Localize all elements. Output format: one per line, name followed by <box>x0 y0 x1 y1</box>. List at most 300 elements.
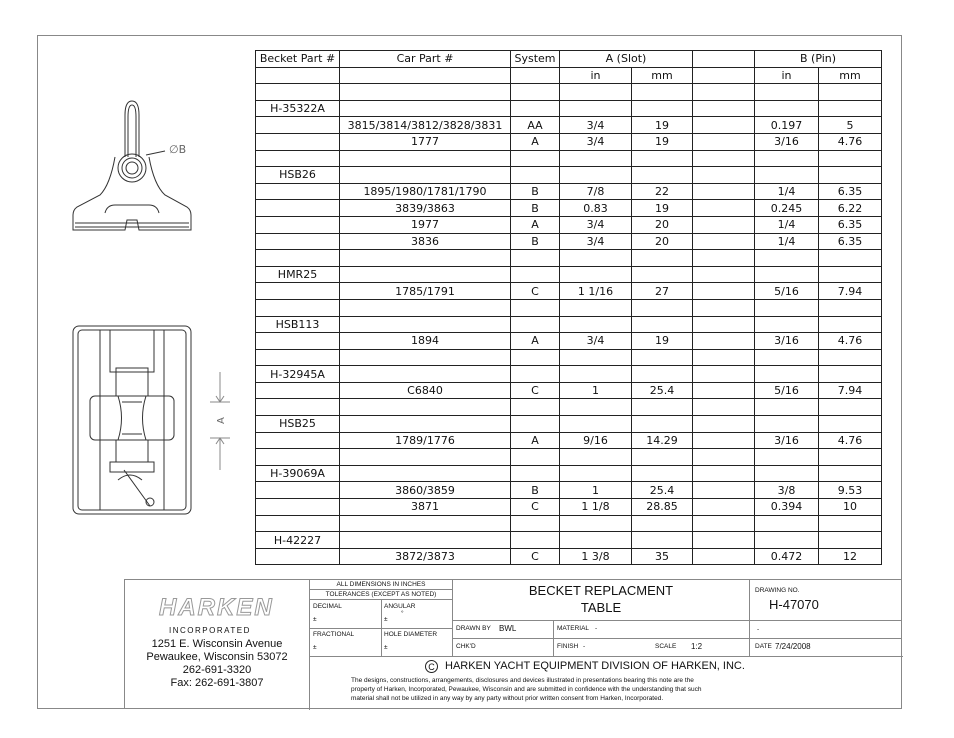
subheader-row <box>256 67 882 84</box>
table-cell <box>693 399 755 416</box>
table-cell: 3/16 <box>755 432 819 449</box>
table-cell <box>340 100 511 117</box>
table-cell <box>693 200 755 217</box>
note-line-1: The designs, constructions, arrangements, disclosures and devices illustrated in presentations bearing this note are the <box>351 677 694 684</box>
drawn-by-label: DRAWN BY <box>456 625 491 632</box>
table-cell <box>819 150 882 167</box>
table-cell <box>755 366 819 383</box>
table-cell <box>256 333 340 350</box>
table-cell <box>693 532 755 549</box>
table-cell: A <box>511 432 560 449</box>
table-cell <box>693 548 755 565</box>
table-cell <box>256 382 340 399</box>
table-cell <box>511 84 560 101</box>
table-cell: 20 <box>632 233 693 250</box>
table-cell <box>256 200 340 217</box>
table-cell: C <box>511 548 560 565</box>
table-cell <box>632 250 693 267</box>
table-cell <box>632 532 693 549</box>
table-cell <box>560 465 632 482</box>
table-row <box>256 84 882 101</box>
subheader-b-mm: mm <box>819 67 882 84</box>
fax-number: Fax: 262-691-3807 <box>170 677 264 689</box>
table-cell: 1785/1791 <box>340 283 511 300</box>
table-cell: 19 <box>632 200 693 217</box>
table-cell <box>755 84 819 101</box>
material-value: - <box>595 625 598 632</box>
header-row <box>256 51 882 68</box>
table-cell <box>693 465 755 482</box>
title-line-2: TABLE <box>580 600 622 615</box>
table-cell: 35 <box>632 548 693 565</box>
tolerances-label: TOLERANCES (EXCEPT AS NOTED) <box>310 590 452 600</box>
table-cell: 19 <box>632 133 693 150</box>
table-cell <box>819 449 882 466</box>
table-row <box>256 117 882 134</box>
table-cell <box>819 366 882 383</box>
table-cell: 3/4 <box>560 333 632 350</box>
table-cell <box>256 515 340 532</box>
table-cell <box>511 299 560 316</box>
table-cell <box>340 416 511 433</box>
table-cell <box>256 449 340 466</box>
table-cell <box>755 100 819 117</box>
hole-diameter-label: HOLE DIAMETER <box>384 631 438 638</box>
table-cell <box>693 515 755 532</box>
table-cell <box>755 299 819 316</box>
table-cell <box>819 416 882 433</box>
table-cell <box>340 266 511 283</box>
table-cell <box>340 84 511 101</box>
table-cell: A <box>511 133 560 150</box>
table-cell <box>819 250 882 267</box>
becket-replacement-table <box>255 50 882 565</box>
table-cell <box>693 499 755 516</box>
table-cell: 0.472 <box>755 548 819 565</box>
table-row <box>256 482 882 499</box>
table-cell: 3872/3873 <box>340 548 511 565</box>
table-row <box>256 133 882 150</box>
subheader-empty <box>340 67 511 84</box>
table-cell <box>632 316 693 333</box>
table-cell: HSB25 <box>256 416 340 433</box>
table-cell: 6.35 <box>819 233 882 250</box>
table-cell <box>511 366 560 383</box>
table-cell <box>340 316 511 333</box>
table-cell: 3/4 <box>560 216 632 233</box>
table-cell <box>560 316 632 333</box>
table-cell <box>256 283 340 300</box>
table-cell <box>693 316 755 333</box>
table-cell <box>632 366 693 383</box>
table-cell: 28.85 <box>632 499 693 516</box>
car-top-view-drawing <box>70 320 240 520</box>
table-cell <box>632 299 693 316</box>
right-dash: - <box>757 626 760 633</box>
table-row <box>256 316 882 333</box>
table-cell <box>256 133 340 150</box>
table-cell: C <box>511 283 560 300</box>
finish-label: FINISH <box>557 643 579 650</box>
table-cell: 3836 <box>340 233 511 250</box>
table-row <box>256 250 882 267</box>
table-cell: 6.22 <box>819 200 882 217</box>
table-cell <box>632 266 693 283</box>
table-cell: H-42227 <box>256 532 340 549</box>
table-cell: 1789/1776 <box>340 432 511 449</box>
table-cell <box>819 84 882 101</box>
table-cell: 3/16 <box>755 133 819 150</box>
table-cell <box>755 250 819 267</box>
table-cell <box>340 366 511 383</box>
table-cell: 3815/3814/3812/3828/3831 <box>340 117 511 134</box>
table-cell <box>511 150 560 167</box>
material-label: MATERIAL <box>557 625 590 632</box>
table-cell <box>693 233 755 250</box>
table-cell <box>511 399 560 416</box>
table-cell <box>693 333 755 350</box>
table-cell <box>755 515 819 532</box>
table-cell: 3/4 <box>560 233 632 250</box>
table-cell <box>560 399 632 416</box>
copyright-icon: C <box>425 660 438 673</box>
table-cell: 5/16 <box>755 283 819 300</box>
table-cell <box>256 183 340 200</box>
date-label: DATE <box>755 643 772 650</box>
table-cell: C6840 <box>340 382 511 399</box>
table-cell: B <box>511 233 560 250</box>
table-cell <box>340 399 511 416</box>
table-cell: 19 <box>632 333 693 350</box>
header-car-part: Car Part # <box>340 51 511 68</box>
table-cell: 9.53 <box>819 482 882 499</box>
table-cell <box>632 515 693 532</box>
table-cell: 1 <box>560 382 632 399</box>
table-cell <box>755 150 819 167</box>
harken-logo: HARKEN <box>159 594 274 621</box>
table-row <box>256 216 882 233</box>
company-address <box>125 638 309 690</box>
header-b-pin: B (Pin) <box>755 51 882 68</box>
table-cell: 1/4 <box>755 216 819 233</box>
header-blank <box>693 51 755 68</box>
table-cell <box>560 515 632 532</box>
address-line-1: 1251 E. Wisconsin Avenue <box>151 638 283 650</box>
table-cell <box>256 84 340 101</box>
table-row <box>256 548 882 565</box>
degree-symbol: ° <box>401 610 404 617</box>
table-cell <box>632 465 693 482</box>
table-cell <box>340 299 511 316</box>
table-cell <box>632 150 693 167</box>
hole-diameter-pm: ± <box>384 644 388 651</box>
subheader-empty <box>693 67 755 84</box>
scale-value: 1:2 <box>691 642 703 651</box>
table-cell: 3/4 <box>560 117 632 134</box>
table-row <box>256 299 882 316</box>
table-cell: 5 <box>819 117 882 134</box>
table-cell <box>632 416 693 433</box>
table-cell <box>819 316 882 333</box>
table-row <box>256 366 882 383</box>
table-cell <box>511 465 560 482</box>
phone-number: 262-691-3320 <box>182 664 252 676</box>
table-cell <box>693 266 755 283</box>
table-cell <box>632 84 693 101</box>
table-cell: 9/16 <box>560 432 632 449</box>
table-cell: B <box>511 482 560 499</box>
table-row <box>256 465 882 482</box>
table-cell: HSB26 <box>256 167 340 184</box>
table-cell <box>511 449 560 466</box>
table-cell <box>340 532 511 549</box>
table-cell <box>755 316 819 333</box>
table-cell <box>511 416 560 433</box>
table-cell: C <box>511 499 560 516</box>
table-row <box>256 333 882 350</box>
table-row <box>256 150 882 167</box>
angular-pm: ± <box>384 616 388 623</box>
dim-b-label: ∅B <box>169 143 187 156</box>
note-line-3: material shall not be utilized in any way by any party without prior written consent from Harken, Incorporated. <box>351 695 664 702</box>
table-cell: C <box>511 382 560 399</box>
table-cell <box>693 299 755 316</box>
header-a-slot: A (Slot) <box>560 51 693 68</box>
table-cell <box>560 84 632 101</box>
table-cell <box>693 183 755 200</box>
table-cell <box>693 349 755 366</box>
table-cell: 14.29 <box>632 432 693 449</box>
table-cell <box>819 100 882 117</box>
table-cell <box>256 150 340 167</box>
table-cell <box>632 349 693 366</box>
table-cell <box>560 366 632 383</box>
table-cell: 6.35 <box>819 216 882 233</box>
table-cell <box>560 266 632 283</box>
table-cell: 3/4 <box>560 133 632 150</box>
table-cell <box>693 150 755 167</box>
subheader-empty <box>511 67 560 84</box>
table-cell <box>256 548 340 565</box>
table-cell: 27 <box>632 283 693 300</box>
table-row <box>256 499 882 516</box>
table-cell <box>693 482 755 499</box>
table-cell: 19 <box>632 117 693 134</box>
table-cell: 1 <box>560 482 632 499</box>
table-cell: H-35322A <box>256 100 340 117</box>
table-cell <box>511 266 560 283</box>
table-cell: H-32945A <box>256 366 340 383</box>
table-cell: 0.245 <box>755 200 819 217</box>
table-cell <box>256 117 340 134</box>
table-row <box>256 266 882 283</box>
table-cell <box>819 167 882 184</box>
dims-in-inches: ALL DIMENSIONS IN INCHES <box>310 580 452 590</box>
table-cell <box>256 499 340 516</box>
address-line-2: Pewaukee, Wisconsin 53072 <box>146 651 288 663</box>
table-cell <box>693 84 755 101</box>
table-cell: 3/8 <box>755 482 819 499</box>
fractional-pm: ± <box>313 644 317 651</box>
finish-value: - <box>583 643 586 650</box>
table-row <box>256 515 882 532</box>
table-cell <box>693 382 755 399</box>
table-row <box>256 382 882 399</box>
decimal-label: DECIMAL <box>313 603 342 610</box>
decimal-pm: ± <box>313 616 317 623</box>
table-cell <box>755 465 819 482</box>
table-cell <box>256 250 340 267</box>
table-row <box>256 100 882 117</box>
table-cell <box>755 416 819 433</box>
subheader-a-mm: mm <box>632 67 693 84</box>
table-cell <box>560 532 632 549</box>
table-cell: 1777 <box>340 133 511 150</box>
table-cell: 1 3/8 <box>560 548 632 565</box>
table-cell <box>256 233 340 250</box>
table-cell <box>256 482 340 499</box>
drawn-by-value: BWL <box>499 624 517 633</box>
table-cell <box>819 465 882 482</box>
table-cell: 12 <box>819 548 882 565</box>
table-cell <box>340 250 511 267</box>
table-cell <box>511 167 560 184</box>
table-cell: 7.94 <box>819 283 882 300</box>
table-cell <box>340 515 511 532</box>
table-cell <box>256 432 340 449</box>
subheader-b-in: in <box>755 67 819 84</box>
table-cell <box>693 250 755 267</box>
title-line-1: BECKET REPLACMENT <box>528 583 674 598</box>
table-cell <box>755 167 819 184</box>
table-cell: 4.76 <box>819 333 882 350</box>
table-cell <box>693 416 755 433</box>
table-cell <box>340 167 511 184</box>
table-row <box>256 449 882 466</box>
date-value: 7/24/2008 <box>775 642 811 651</box>
table-cell: 7/8 <box>560 183 632 200</box>
table-cell <box>511 349 560 366</box>
table-cell: AA <box>511 117 560 134</box>
table-cell: A <box>511 216 560 233</box>
dim-a-label: A <box>216 417 227 424</box>
table-cell: 22 <box>632 183 693 200</box>
table-cell <box>693 216 755 233</box>
table-cell <box>511 250 560 267</box>
table-cell: 10 <box>819 499 882 516</box>
table-cell <box>693 449 755 466</box>
table-cell <box>560 250 632 267</box>
table-cell: 0.394 <box>755 499 819 516</box>
table-cell <box>560 449 632 466</box>
table-cell <box>819 349 882 366</box>
table-cell <box>819 266 882 283</box>
table-cell: 1894 <box>340 333 511 350</box>
table-cell <box>560 416 632 433</box>
table-cell <box>511 515 560 532</box>
table-cell: B <box>511 200 560 217</box>
table-cell: 3839/3863 <box>340 200 511 217</box>
chkd-label: CHK'D <box>456 643 476 650</box>
table-row <box>256 416 882 433</box>
angular-label: ANGULAR <box>384 603 416 610</box>
table-cell <box>693 117 755 134</box>
table-cell <box>819 532 882 549</box>
table-cell <box>693 133 755 150</box>
scale-label: SCALE <box>655 643 677 650</box>
table-cell: 0.197 <box>755 117 819 134</box>
drawing-number: H-47070 <box>769 597 819 612</box>
table-cell: HMR25 <box>256 266 340 283</box>
table-row <box>256 167 882 184</box>
table-cell <box>340 150 511 167</box>
table-cell: 3/16 <box>755 333 819 350</box>
table-cell <box>632 100 693 117</box>
table-row <box>256 283 882 300</box>
table-cell <box>511 316 560 333</box>
table-cell <box>256 216 340 233</box>
table-cell <box>819 515 882 532</box>
incorporated-label: INCORPORATED <box>169 626 251 635</box>
table-row <box>256 399 882 416</box>
table-cell <box>511 532 560 549</box>
table-cell <box>256 399 340 416</box>
table-row <box>256 200 882 217</box>
note-line-2: property of Harken, Incorporated, Pewaukee, Wisconsin and are submitted in confidence with the understanding that such <box>351 686 702 693</box>
table-cell <box>632 167 693 184</box>
table-row <box>256 183 882 200</box>
table-cell: 25.4 <box>632 382 693 399</box>
table-row <box>256 233 882 250</box>
table-cell: 3860/3859 <box>340 482 511 499</box>
table-cell: 1895/1980/1781/1790 <box>340 183 511 200</box>
table-cell: 3871 <box>340 499 511 516</box>
table-cell: 4.76 <box>819 432 882 449</box>
becket-side-view-drawing <box>65 95 215 245</box>
table-row <box>256 432 882 449</box>
table-cell <box>693 167 755 184</box>
table-cell <box>560 167 632 184</box>
table-cell: 1/4 <box>755 233 819 250</box>
table-cell <box>256 349 340 366</box>
table-cell <box>511 100 560 117</box>
table-row <box>256 532 882 549</box>
table-cell: 4.76 <box>819 133 882 150</box>
subheader-a-in: in <box>560 67 632 84</box>
table-row <box>256 349 882 366</box>
table-cell <box>340 449 511 466</box>
table-cell <box>560 299 632 316</box>
table-cell: 0.83 <box>560 200 632 217</box>
table-cell <box>693 366 755 383</box>
table-cell <box>340 349 511 366</box>
table-cell: 5/16 <box>755 382 819 399</box>
table-cell <box>560 100 632 117</box>
table-cell <box>755 449 819 466</box>
table-cell <box>560 349 632 366</box>
table-cell <box>256 299 340 316</box>
header-becket-part: Becket Part # <box>256 51 340 68</box>
table-cell <box>755 532 819 549</box>
table-cell <box>755 349 819 366</box>
table-cell <box>819 399 882 416</box>
table-cell: HSB113 <box>256 316 340 333</box>
drawing-no-label: DRAWING NO. <box>755 587 800 594</box>
table-cell: A <box>511 333 560 350</box>
table-cell: H-39069A <box>256 465 340 482</box>
table-cell: 1 1/8 <box>560 499 632 516</box>
subheader-empty <box>256 67 340 84</box>
